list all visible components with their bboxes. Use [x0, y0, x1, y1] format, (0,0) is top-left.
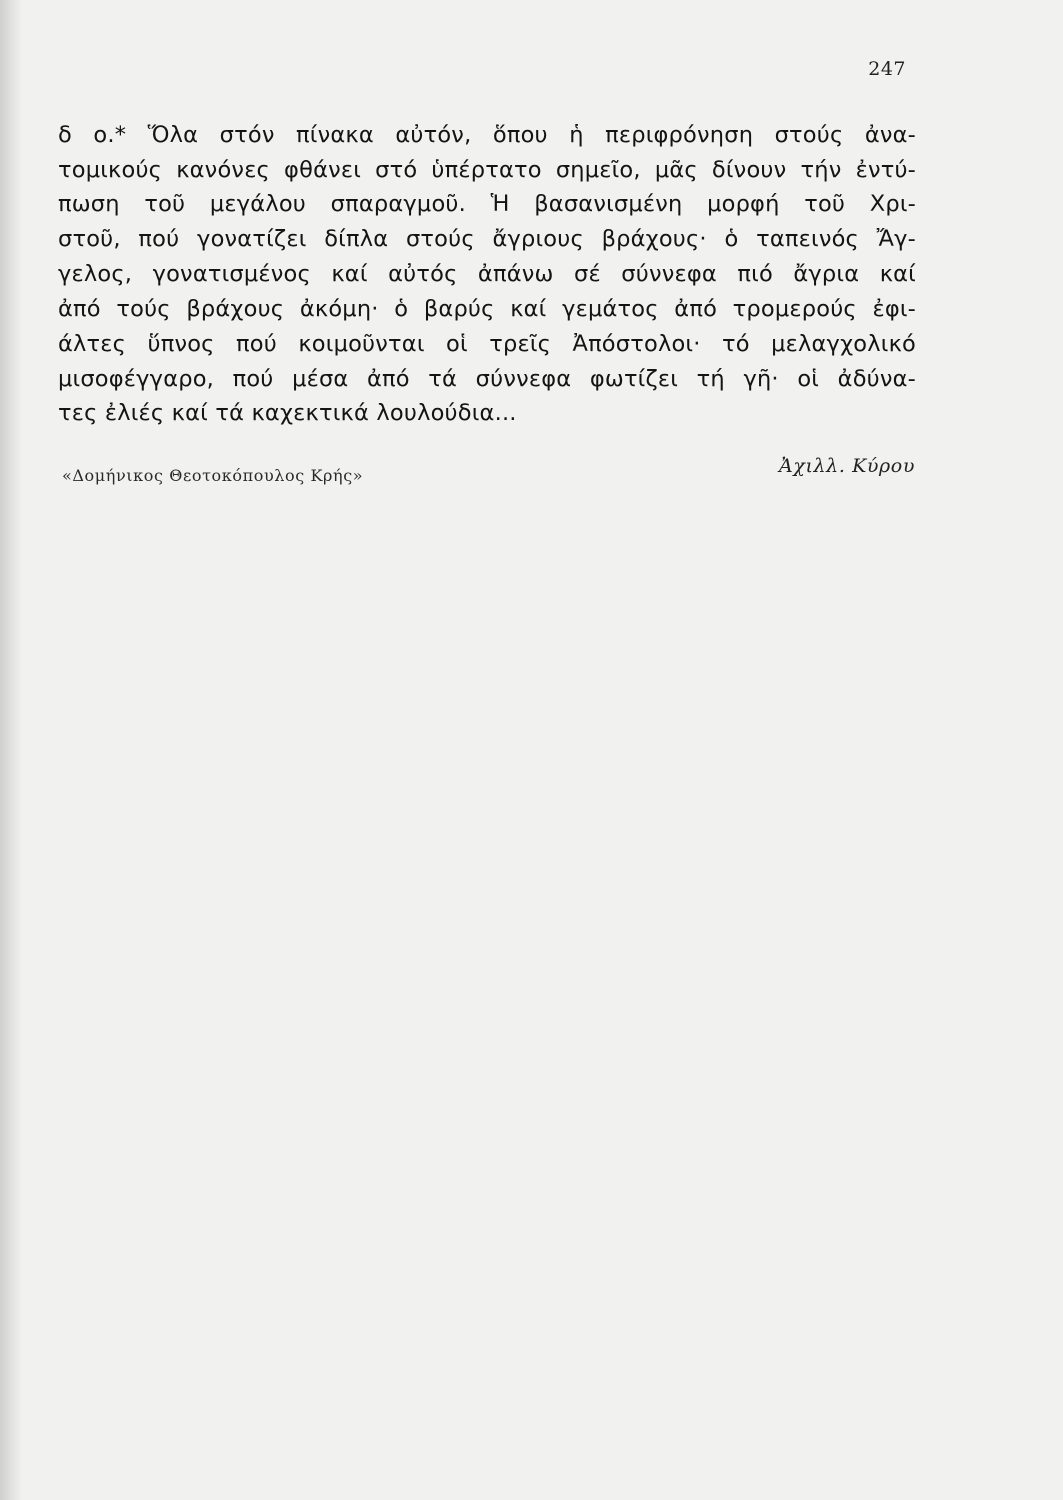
paragraph-line-4: στοῦ, πού γονατίζει δίπλα στούς ἄγριους βράχους· ὁ ταπεινός Ἄγ-: [58, 226, 916, 252]
paragraph-line-1: δ ο.* Ὅλα στόν πίνακα αὐτόν, ὅπου ἡ περιφρόνηση στούς ἀνα-: [58, 122, 916, 148]
page-number: 247: [868, 58, 906, 80]
paragraph-line-8: μισοφέγγαρο, πού μέσα ἀπό τά σύννεφα φωτίζει τή γῆ· οἱ ἀδύνα-: [58, 366, 916, 392]
paragraph-line-7: άλτες ὕπνος πού κοιμοῦνται οἱ τρεῖς Ἀπόστολοι· τό μελαγχολικό: [58, 331, 916, 357]
paragraph-line-9: τες ἐλιές καί τά καχεκτικά λουλούδια...: [58, 400, 517, 426]
paragraph-line-6: ἀπό τούς βράχους ἀκόμη· ὁ βαρύς καί γεμάτος ἀπό τρομερούς ἐφι-: [58, 296, 916, 322]
paragraph-line-2: τομικούς κανόνες φθάνει στό ὑπέρτατο σημεῖο, μᾶς δίνουν τήν ἐντύ-: [58, 157, 916, 183]
paragraph-line-5: γελος, γονατισμένος καί αὐτός ἀπάνω σέ σύννεφα πιό ἄγρια καί: [58, 261, 916, 287]
author-signature: Ἀχιλλ. Κύρου: [779, 455, 915, 477]
paragraph-line-3: πωση τοῦ μεγάλου σπαραγμοῦ. Ἡ βασανισμένη μορφή τοῦ Χρι-: [58, 191, 916, 217]
attribution-title: «Δομήνικος Θεοτοκόπουλος Κρής»: [62, 466, 364, 485]
